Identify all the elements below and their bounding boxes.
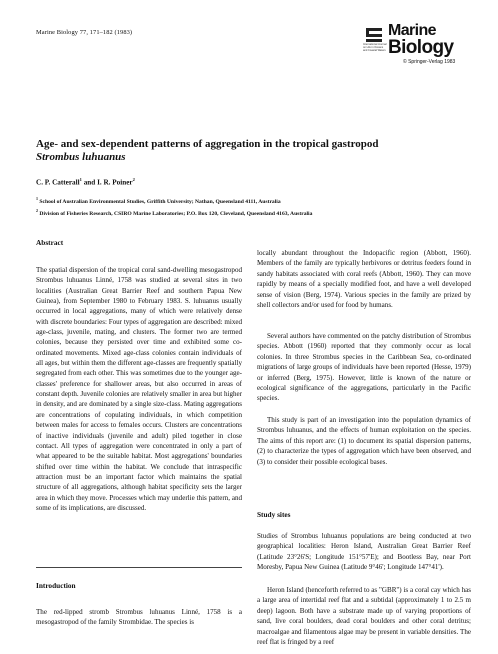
abstract-heading: Abstract	[36, 238, 64, 247]
study-sites-paragraph-1: Studies of Strombus luhuanus populations are being conducted at two geographical localities: Heron Island, Australian Great Barrier Reef (Latitude 23°26'S; Longitude 151°57'E); and Bootless Bay, near Port Moresby, Papua New Guinea (Latitude 9°46'; Longitude 147°41').	[257, 532, 471, 572]
logo-tagline	[363, 43, 385, 52]
logo-tagline-line: International Journal	[363, 43, 387, 46]
journal-citation: Marine Biology 77, 171–182 (1983)	[36, 29, 133, 36]
title-line-1: Age- and sex-dependent patterns of aggregation in the tropical gastropod	[36, 138, 379, 150]
article-title	[36, 138, 476, 164]
study-sites-heading: Study sites	[257, 510, 291, 519]
affiliation-2	[36, 208, 476, 217]
author-and-2: and I. R. Poiner	[81, 178, 133, 187]
author-list	[36, 177, 135, 186]
affiliation-2-mark: 2	[36, 208, 38, 213]
affiliation-1-mark: 1	[36, 196, 38, 201]
study-sites-paragraph-2: Heron Island (henceforth referred to as "GBR") is a coral cay which has a large area of intertidal reef flat and a subtidal (approximately 1 to 2.5 m deep) lagoon. Both have a substrate made up of varying proportions of sand, live coral boulders, dead coral boulders and other coral detritus; macroalgae and filamentous algae may be present in variable densities. The reef flat is fringed by a reef	[257, 586, 471, 647]
author-1-affil-mark: 1	[79, 177, 82, 182]
logo-word-marine: Marine	[388, 22, 436, 39]
right-column-paragraph-2: Several authors have commented on the patchy distribution of Strombus species. Abbott (1960) reported that they commonly occur as local colonies. In three Strombus species in the Caribbean Sea, co-ordinated migrations of large groups of individuals have been reported (Hesse, 1979) or inferred (Berg, 1975). However, little is known of the nature or ecological significance of the aggregations, particularly in the Pacific species.	[257, 332, 471, 403]
introduction-text: The red-lipped stromb Strombus luhuanus Linné, 1758 is a mesogastropod of the family Strombidae. The species is	[36, 608, 242, 627]
right-column-paragraph-3: This study is part of an investigation into the population dynamics of Strombus luhuanus, and the effects of human exploitation on the species. The aims of this report are: (1) to document its spatial dispersion patterns, (2) to characterize the types of aggregation which have been observed, and (3) to consider their possible ecological bases.	[257, 416, 471, 466]
logo-word-biology: Biology	[388, 37, 454, 58]
abstract-text: The spatial dispersion of the tropical coral sand-dwelling mesogastropod Strombus luhuanus Linné, 1758 was studied at several sites in two localities (Australian Great Barrier Reef and southern Papua New Guinea), from September 1980 to February 1983. S. luhuanus usually occurred in local aggregations, many of which were relatively dense with discrete boundaries: Four types of aggregation are described: mixed age-class, juvenile, mating, and clusters. The former two are termed colonies, because they persisted over time and exhibited some co-ordinated movements. Mixed age-class colonies contain individuals of all ages, but within them the different age-classes are frequently spatially segregated from each other. This was sometimes due to the younger age-classes' preference for shallower areas, but also occurred in areas of constant depth. Juvenile colonies are relatively smaller in area but higher in density, and are dominated by a single size-class. Mating aggregations are concentrations of copulating individuals, in which competition between males for access to females occurs. Clusters are concentrations of inactive individuals (juvenile and adult) piled together in close contact. All types of aggregation were concentrated in only a part of what appeared to be the suitable habitat. Most aggregations' boundaries shifted over time within the habitat. We conclude that intraspecific attraction must be an important factor which maintains the spatial structure of all aggregations, although habitat specificity sets the larger area in which they move. Processes which may underlie this pattern, and some of its implications, are discussed.	[36, 266, 242, 512]
logo-tagline-line: on Life in Oceans	[363, 46, 384, 49]
author-2-affil-mark: 2	[132, 177, 135, 182]
author-1: C. P. Catterall	[36, 178, 80, 187]
affiliation-1-text: School of Australian Environmental Studies, Griffith University; Nathan, Queensland 4111, Australia	[38, 198, 281, 205]
journal-logo	[363, 23, 473, 67]
affiliation-1	[36, 196, 476, 205]
section-divider	[36, 567, 242, 568]
right-column-paragraph-1: locally abundant throughout the Indopacific region (Abbott, 1960). Members of the family are typically herbivores or detritus feeders found in sandy habitats associated with coral reefs (Abbott, 1960). They can move rapidly by means of a specially modified foot, and have a well developed sense of vision (Berg, 1974). Various species in the family are prized by shell collectors and/or used for food by humans.	[257, 249, 471, 310]
introduction-heading: Introduction	[36, 581, 76, 590]
copyright-notice: © Springer-Verlag 1983	[403, 59, 456, 65]
affiliation-2-text: Division of Fisheries Research, CSIRO Marine Laboratories; P.O. Box 120, Cleveland, Queensland 4163, Australia	[38, 210, 313, 217]
logo-tagline-line: and Coastal Waters	[363, 49, 386, 52]
title-species-name: Strombus luhuanus	[36, 151, 126, 163]
